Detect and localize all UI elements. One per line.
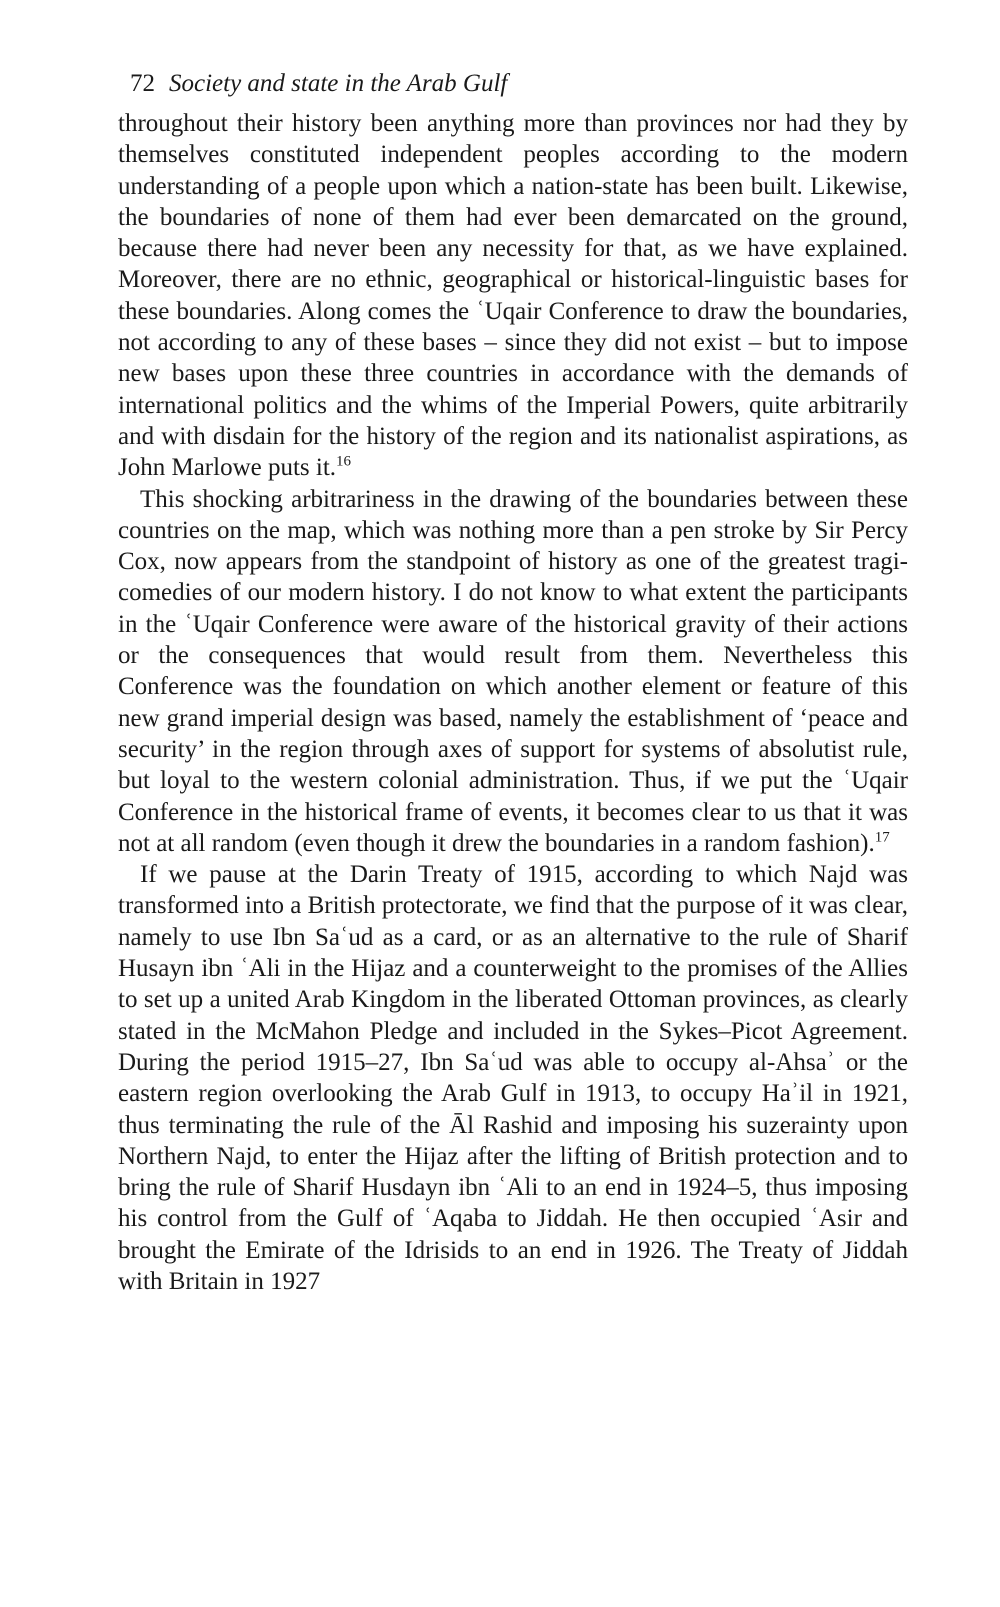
footnote-marker: 16	[336, 453, 352, 470]
paragraph-text: This shocking arbitrariness in the drawing of the boundaries between these countries on the map, which was nothing more than a pen stroke by Sir Percy Cox, now appears from the standpoint of history as one of the greatest tragi-comedies of our modern history. I do not know to what extent the participants in the ʿUqair Conference were aware of the historical gravity of their actions or the consequences that would result from them. Nevertheless this Conference was the foundation on which another element or feature of this new grand imperial design was based, namely the establishment of ‘peace and security’ in the region through axes of support for systems of absolutist rule, but loyal to the western colonial administration. Thus, if we put the ʿUqair Conference in the historical frame of events, it becomes clear to us that it was not at all random (even though it drew the boundaries in a random fashion).	[118, 485, 908, 857]
running-title: Society and state in the Arab Gulf	[169, 70, 508, 97]
paragraph-3	[118, 859, 908, 1297]
footnote-marker: 17	[874, 829, 890, 846]
paragraph-text: If we pause at the Darin Treaty of 1915, according to which Najd was transformed into a British protectorate, we find that the purpose of it was clear, namely to use Ibn Saʿud as a card, or as an alternative to the rule of Sharif Husayn ibn ʿAli in the Hijaz and a counterweight to the promises of the Allies to set up a united Arab Kingdom in the liberated Ottoman provinces, as clearly stated in the McMahon Pledge and included in the Sykes–Picot Agreement. During the period 1915–27, Ibn Saʿud was able to occupy al-Ahsaʾ or the eastern region overlooking the Arab Gulf in 1913, to occupy Haʾil in 1921, thus terminating the rule of the Āl Rashid and imposing his suzerainty upon Northern Najd, to enter the Hijaz after the lifting of British protection and to bring the rule of Sharif Husdayn ibn ʿAli to an end in 1924–5, thus imposing his control from the Gulf of ʿAqaba to Jiddah. He then occupied ʿAsir and brought the Emirate of the Idrisids to an end in 1926. The Treaty of Jiddah with Britain in 1927	[118, 861, 908, 1295]
paragraph-text: throughout their history been anything more than provinces nor had they by themselves constituted independent peoples according to the modern understanding of a people upon which a nation-state has been built. Likewise, the boundaries of none of them had ever been demarcated on the ground, because there had never been any necessity for that, as we have explained. Moreover, there are no ethnic, geographical or historical-linguistic bases for these boundaries. Along comes the ʿUqair Conference to draw the boundaries, not according to any of these bases – since they did not exist – but to impose new bases upon these three countries in accordance with the demands of international politics and the whims of the Imperial Powers, quite arbitrarily and with disdain for the history of the region and its nationalist aspirations, as John Marlowe puts it.	[118, 110, 908, 482]
paragraph-1	[118, 108, 908, 484]
paragraph-2	[118, 484, 908, 860]
page-number: 72	[130, 70, 155, 97]
running-head	[130, 68, 908, 100]
book-page	[118, 68, 908, 1297]
